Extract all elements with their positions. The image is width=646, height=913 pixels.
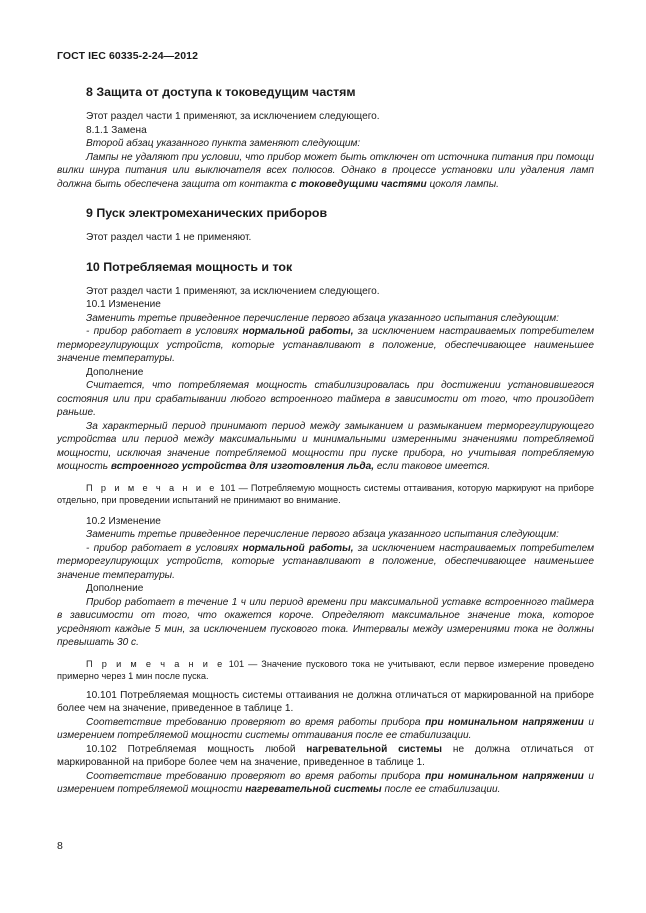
- clause-label: 8.1.1 Замена: [86, 124, 147, 136]
- addition-label: Дополнение: [86, 583, 144, 594]
- instruction: Второй абзац указанного пункта заменяют следующим:: [86, 138, 361, 149]
- note: П р и м е ч а н и е 101 — Потребляемую мощность системы оттаивания, которую маркируют на приборе отдельно, при проведении испытаний не принимают во внимание.: [57, 482, 594, 505]
- instruction: Заменить третье приведенное перечисление первого абзаца указанного испытания следующим:: [86, 529, 559, 540]
- paragraph: Считается, что потребляемая мощность стабилизировалась при достижении установившегося состояния или при срабатывании любого встроенного таймера в зависимости от того, что произойдет раньше.: [57, 380, 594, 418]
- page-content: [57, 72, 594, 797]
- note: П р и м е ч а н и е 101 — Значение пускового тока не учитывают, если первое измерение проведено примерно через 1 мин после пуска.: [57, 658, 595, 681]
- addition-label: Дополнение: [86, 366, 144, 378]
- paragraph: Соответствие требованию проверяют во время работы прибора при номинальном напряжении и измерением потребляемой мощности нагревательной системы после ее стабилизации.: [57, 770, 594, 795]
- section-9-title: 9 Пуск электромеханических приборов: [86, 206, 328, 220]
- paragraph: Этот раздел части 1 применяют, за исключением следующего.: [86, 285, 380, 297]
- clause-label: 10.2 Изменение: [86, 515, 161, 527]
- section-10-title: 10 Потребляемая мощность и ток: [86, 259, 293, 274]
- paragraph: Прибор работает в течение 1 ч или период времени при максимальной уставке встроенного таймера в зависимости от того, что окажется короче. Определяют максимальное значение тока, которое усредняют каждые 5 мин, за исключением пускового тока. Интервалы между измерениями тока не должны превышать 30 с.: [57, 596, 594, 648]
- paragraph: За характерный период принимают период между замыканием и размыканием терморегулирующего устройства или период между максимальными и минимальными измеренными значениями потребляемой мощности, исключая значение потребляемой мощности при пуске прибора, но учитывая потребляемую мощность встроенного устройства для изготовления льда, если таковое имеется.: [57, 420, 594, 472]
- paragraph: 10.102 Потребляемая мощность любой нагревательной системы не должна отличаться от маркированной на приборе более чем на значение, приведенное в таблице 1.: [57, 743, 594, 768]
- paragraph: - прибор работает в условиях нормальной работы, за исключением настраиваемых потребителем терморегулирующих устройств, которые устанавливают в положение, обеспечивающее наименьшее значение температуры.: [57, 542, 594, 581]
- instruction: Заменить третье приведенное перечисление первого абзаца указанного испытания следующим:: [86, 312, 559, 324]
- paragraph: Лампы не удаляют при условии, что прибор может быть отключен от источника питания при помощи вилки шнура питания или выключателя всех полюсов. Однако в процессе установки или удаления ламп должна быть обеспечена защита от контакта с токоведущими частями цоколя лампы.: [57, 151, 594, 190]
- paragraph: 10.101 Потребляемая мощность системы оттаивания не должна отличаться от маркированной на приборе более чем на значение, приведенное в таблице 1.: [57, 689, 594, 714]
- paragraph: Этот раздел части 1 применяют, за исключением следующего.: [86, 111, 380, 122]
- paragraph: Этот раздел части 1 не применяют.: [86, 232, 252, 243]
- standard-header: ГОСТ IEC 60335-2-24—2012: [57, 50, 199, 62]
- section-8-title: 8 Защита от доступа к токоведущим частям: [86, 85, 356, 99]
- paragraph: Соответствие требованию проверяют во время работы прибора при номинальном напряжении и измерением потребляемой мощности системы оттаивания после ее стабилизации.: [57, 716, 594, 741]
- clause-label: 10.1 Изменение: [86, 299, 161, 310]
- page-number: 8: [57, 840, 63, 852]
- paragraph: - прибор работает в условиях нормальной работы, за исключением настраиваемых потребителем терморегулирующих устройств, которые устанавливают в положение, обеспечивающее наименьшее значение температуры.: [57, 326, 594, 364]
